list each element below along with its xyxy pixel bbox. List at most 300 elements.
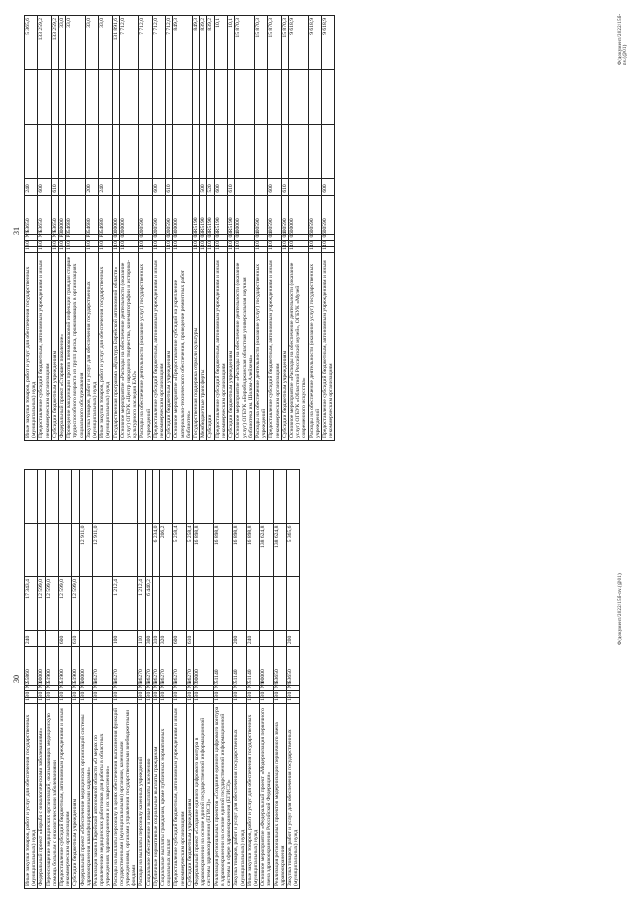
row-target-article: 53650 xyxy=(51,195,58,235)
row-section: 13 xyxy=(160,697,173,703)
row-amount: 9 618,9 xyxy=(308,16,321,70)
row-amount xyxy=(166,70,173,124)
row-amount: 1 212,4 xyxy=(112,577,138,631)
row-amount xyxy=(139,124,152,178)
row-amount xyxy=(72,470,79,524)
row-amount xyxy=(173,124,193,178)
row-name: Расходы на обеспечение деятельности (оказание услуг) государственных учреждений xyxy=(254,253,267,441)
row-name: Субсидии бюджетным учреждениям xyxy=(228,253,235,441)
row-section: 14 xyxy=(235,246,255,252)
table-row xyxy=(214,16,227,441)
row-name: Основное мероприятие «Расходы на обеспечение деятельности (оказание услуг) ОГБУК «Областной Российский музей», ОГБУК «Музей современного искусства» xyxy=(288,253,308,441)
row-target-article: 86270 xyxy=(186,647,193,686)
row-subsection: 0 xyxy=(25,240,38,246)
row-expense-type: 610 xyxy=(166,178,173,195)
row-name: Закупка товаров, работ и услуг для обеспечения государственных (муниципальных) нужд xyxy=(286,703,299,888)
row-section: 14 xyxy=(288,246,308,252)
row-amount xyxy=(79,577,92,631)
row-program: N5 xyxy=(145,686,152,691)
row-program: N9 xyxy=(286,686,299,691)
table-row xyxy=(288,16,308,441)
row-section: 13 xyxy=(173,697,186,703)
row-program: P3 xyxy=(85,235,98,240)
row-amount xyxy=(273,470,286,524)
row-amount: 10,1 xyxy=(228,16,235,70)
row-subsection: 0 xyxy=(308,240,321,246)
table-row xyxy=(152,16,165,441)
row-amount xyxy=(59,523,72,577)
table-row xyxy=(321,16,334,441)
row-section: 13 xyxy=(79,697,92,703)
row-target-article: 53650 xyxy=(286,647,299,686)
row-subsection: 0 xyxy=(173,691,186,697)
row-target-article: 54680 xyxy=(99,195,112,235)
row-section: 13 xyxy=(233,697,246,703)
row-section: 14 xyxy=(228,246,235,252)
row-amount xyxy=(288,124,308,178)
row-target-article: 86270 xyxy=(160,647,173,686)
row-section: 13 xyxy=(194,697,214,703)
table-row xyxy=(152,470,159,889)
row-section: 13 xyxy=(51,246,58,252)
row-name: Субсидии бюджетным учреждениям xyxy=(186,703,193,888)
row-subsection: 0 xyxy=(38,691,45,697)
row-subsection: 0 xyxy=(138,691,145,697)
row-amount: 16 898,8 xyxy=(194,523,214,577)
row-amount xyxy=(254,70,267,124)
row-expense-type: 240 xyxy=(25,178,38,195)
row-target-article: 00000 xyxy=(119,195,139,235)
row-amount xyxy=(66,124,86,178)
row-target-article: 86270 xyxy=(173,647,186,686)
row-amount xyxy=(152,577,159,631)
table-row xyxy=(173,16,193,441)
row-program: 02 xyxy=(139,235,152,240)
row-target-article: 55860 xyxy=(25,647,38,686)
row-amount: 133 259,2 xyxy=(51,16,58,70)
row-amount: 9 618,9 xyxy=(321,16,334,70)
row-target-article: 00590 xyxy=(254,195,267,235)
row-amount xyxy=(38,523,45,577)
row-amount xyxy=(112,124,119,178)
row-section: 13 xyxy=(246,697,259,703)
row-expense-type xyxy=(139,178,152,195)
row-subsection: 0 xyxy=(233,691,246,697)
row-subsection: 0 xyxy=(72,691,79,697)
row-amount xyxy=(173,577,186,631)
row-program: N3 xyxy=(45,686,58,691)
row-subsection: 0 xyxy=(119,240,139,246)
row-subsection: 0 xyxy=(112,240,119,246)
row-amount: 17 343,4 xyxy=(25,577,38,631)
row-section: 13 xyxy=(93,697,113,703)
row-subsection: 0 xyxy=(45,691,58,697)
row-section: 13 xyxy=(99,246,112,252)
table-row xyxy=(213,470,233,889)
row-name: Предоставление субсидий бюджетным, автономным учреждениям и иным некоммерческим организациям xyxy=(38,253,51,441)
row-program: 03 xyxy=(193,235,200,240)
row-section: 14 xyxy=(166,246,173,252)
row-target-article: 51140 xyxy=(213,647,233,686)
table-row xyxy=(200,16,207,441)
row-subsection: 0 xyxy=(25,691,38,697)
row-target-article: 51900 xyxy=(72,647,79,686)
row-name: Межбюджетные трансферты xyxy=(200,253,207,441)
row-name: Проведение вакцинации против пневмококковой инфекции граждан старше трудоспособного возраста из групп риска, проживающих в организациях социального обслуживания xyxy=(66,253,86,441)
row-expense-type xyxy=(119,178,139,195)
row-amount xyxy=(233,577,246,631)
table-row xyxy=(59,470,72,889)
row-target-article: 00000 xyxy=(194,647,214,686)
row-subsection: 0 xyxy=(93,691,113,697)
table-row xyxy=(93,470,113,889)
row-amount: 7 712,0 xyxy=(119,16,139,70)
row-subsection: 0 xyxy=(152,691,159,697)
row-target-article: 86270 xyxy=(93,647,113,686)
row-section: 14 xyxy=(281,246,288,252)
row-program: P3 xyxy=(59,235,66,240)
row-program: 02 xyxy=(166,235,173,240)
row-amount: 131 891,6 xyxy=(112,16,119,70)
row-amount xyxy=(281,124,288,178)
row-section: 14 xyxy=(254,246,267,252)
row-amount: 15 870,3 xyxy=(281,16,288,70)
row-name: Публичные нормативные социальные выплаты гражданам xyxy=(152,703,159,888)
table-row xyxy=(139,16,152,441)
row-subsection: 0 xyxy=(286,691,299,697)
row-subsection: 0 xyxy=(288,240,308,246)
row-section: 13 xyxy=(145,697,152,703)
row-amount xyxy=(228,70,235,124)
row-program: 02 xyxy=(119,235,139,240)
row-expense-type xyxy=(308,178,321,195)
row-amount: 7 712,0 xyxy=(166,16,173,70)
row-section: 13 xyxy=(38,246,51,252)
row-amount xyxy=(85,70,98,124)
row-amount xyxy=(160,470,173,524)
table-row xyxy=(273,470,286,889)
row-name: Социальные выплаты гражданам, кроме публичных нормативных социальных выплат xyxy=(160,703,173,888)
row-amount xyxy=(59,124,66,178)
row-section: 13 xyxy=(38,697,45,703)
row-program: 02 xyxy=(152,235,165,240)
row-section: 13 xyxy=(66,246,86,252)
row-name: Предоставление субсидий бюджетным, автономным учреждениям и иным некоммерческим организациям xyxy=(268,253,281,441)
row-amount xyxy=(260,577,273,631)
row-target-article: 53650 xyxy=(25,195,38,235)
row-amount: 5 258,4 xyxy=(173,523,186,577)
row-program: 06 xyxy=(321,235,334,240)
row-amount: 6 440,2 xyxy=(145,577,152,631)
table-row xyxy=(228,16,235,441)
row-section: 13 xyxy=(286,697,299,703)
row-name: Расходы на обеспечение деятельности (оказание услуг) государственных учреждений xyxy=(139,253,152,441)
row-program: N9 xyxy=(25,235,38,240)
table-row xyxy=(119,16,139,441)
table-row xyxy=(166,16,173,441)
row-amount: 16 898,8 xyxy=(213,523,233,577)
row-section: 14 xyxy=(214,246,227,252)
row-section: 13 xyxy=(138,697,145,703)
row-name: Основное мероприятие «Федеральный проект «Модернизация первичного звена здравоохранения Российской Федерации» xyxy=(260,703,273,888)
table-row xyxy=(308,16,321,441)
row-expense-type xyxy=(193,178,200,195)
row-name: Иные закупки товаров, работ и услуг для обеспечения государственных (муниципальных) нужд xyxy=(246,703,259,888)
table-row xyxy=(138,470,145,889)
row-amount xyxy=(59,70,66,124)
row-expense-type xyxy=(59,178,66,195)
row-subsection: 0 xyxy=(99,240,112,246)
row-amount xyxy=(119,124,139,178)
table-row xyxy=(38,470,45,889)
row-subsection: 0 xyxy=(51,240,58,246)
row-amount: 33,0 xyxy=(99,16,112,70)
row-expense-type: 500 xyxy=(200,178,207,195)
row-expense-type: 200 xyxy=(233,630,246,646)
row-target-article: 00000 xyxy=(38,647,45,686)
row-target-article: R5190 xyxy=(214,195,227,235)
row-amount: 6 234,0 xyxy=(152,523,159,577)
row-subsection: 0 xyxy=(228,240,235,246)
row-target-article: 00000 xyxy=(59,195,66,235)
table-row xyxy=(260,470,273,889)
row-amount: 33,0 xyxy=(66,16,86,70)
row-subsection: 0 xyxy=(246,691,259,697)
row-expense-type: 240 xyxy=(246,630,259,646)
row-amount xyxy=(45,470,58,524)
row-name: Расходы на обеспечение деятельности (оказание услуг) государственных учреждений xyxy=(308,253,321,441)
row-amount xyxy=(38,70,51,124)
row-section: 14 xyxy=(321,246,334,252)
row-amount xyxy=(235,124,255,178)
row-amount xyxy=(112,470,138,524)
page-number: 30 xyxy=(12,675,21,683)
table-row xyxy=(66,16,86,441)
table-row xyxy=(194,470,214,889)
row-subsection: 0 xyxy=(38,240,51,246)
row-target-article: 53650 xyxy=(273,647,286,686)
row-amount xyxy=(308,124,321,178)
row-amount xyxy=(186,577,193,631)
row-subsection: 0 xyxy=(193,240,200,246)
row-expense-type: 320 xyxy=(160,630,173,646)
row-section: 13 xyxy=(273,697,286,703)
row-amount xyxy=(72,523,79,577)
row-expense-type xyxy=(235,178,255,195)
row-amount xyxy=(207,124,214,178)
table-row xyxy=(45,470,58,889)
row-amount xyxy=(25,124,38,178)
row-program: N9 xyxy=(273,686,286,691)
row-section: 14 xyxy=(139,246,152,252)
row-section: 14 xyxy=(268,246,281,252)
row-target-article: 00590 xyxy=(268,195,281,235)
row-amount xyxy=(281,70,288,124)
row-expense-type: 110 xyxy=(138,630,145,646)
row-amount xyxy=(173,470,186,524)
table-row xyxy=(79,470,92,889)
row-amount xyxy=(51,124,58,178)
row-amount xyxy=(93,470,113,524)
row-amount xyxy=(138,523,145,577)
row-program: 04 xyxy=(254,235,267,240)
row-amount: 849,3 xyxy=(193,16,200,70)
row-section: 14 xyxy=(119,246,139,252)
table-row xyxy=(99,16,112,441)
table-row xyxy=(186,470,193,889)
row-amount: 7 712,0 xyxy=(152,16,165,70)
row-section: 13 xyxy=(25,697,38,703)
row-target-article: 00000 xyxy=(288,195,308,235)
row-section: 14 xyxy=(308,246,321,252)
row-section: 14 xyxy=(173,246,193,252)
table-row xyxy=(145,470,152,889)
row-name: Закупка товаров, работ и услуг для обеспечения государственных (муниципальных) нужд xyxy=(233,703,246,888)
table-row xyxy=(85,16,98,441)
row-program: 03 xyxy=(200,235,207,240)
row-section: 13 xyxy=(59,697,72,703)
row-name: Закупка товаров, работ и услуг для обеспечения государственных (муниципальных) нужд xyxy=(85,253,98,441)
table-row xyxy=(281,16,288,441)
row-expense-type xyxy=(194,630,214,646)
row-amount xyxy=(214,70,227,124)
row-program: 06 xyxy=(288,235,308,240)
row-name: Государственная программа «Культура Еврейской автономной области» xyxy=(112,253,119,441)
row-amount xyxy=(99,124,112,178)
row-subsection: 0 xyxy=(152,240,165,246)
table-row xyxy=(160,470,173,889)
row-name: Субсидии бюджетным учреждениям xyxy=(281,253,288,441)
table-row xyxy=(72,470,79,889)
row-amount xyxy=(268,70,281,124)
row-name: Федеральный проект «Борьба с онкологическими заболеваниями» xyxy=(38,703,45,888)
row-amount xyxy=(160,577,173,631)
row-expense-type: 600 xyxy=(59,630,72,646)
row-target-article: 51900 xyxy=(45,647,58,686)
row-subsection: 0 xyxy=(59,691,72,697)
row-amount: 206,2 xyxy=(160,523,173,577)
row-subsection: 0 xyxy=(112,691,138,697)
row-amount: 12 599,0 xyxy=(38,577,45,631)
row-expense-type: 600 xyxy=(214,178,227,195)
row-section: 13 xyxy=(186,697,193,703)
row-name: Предоставление субсидий бюджетным, автономным учреждениям и иным некоммерческим организациям xyxy=(173,703,186,888)
row-subsection: 0 xyxy=(235,240,255,246)
row-program: 00 xyxy=(112,235,119,240)
row-name: Предоставление субсидий бюджетным, автономным учреждениям и иным некоммерческим организациям xyxy=(321,253,334,441)
row-section: 13 xyxy=(25,246,38,252)
row-amount xyxy=(25,70,38,124)
row-program: N5 xyxy=(138,686,145,691)
row-name: Реализация региональных проектов «Создание единого цифрового контура в здравоохранении на основе единой государственной информационной системы в сфере здравоохранения (ЕГИСЗ)» xyxy=(213,703,233,888)
row-amount xyxy=(308,70,321,124)
row-amount: 839,2 xyxy=(207,16,214,70)
row-amount xyxy=(254,124,267,178)
row-target-article: 00000 xyxy=(79,647,92,686)
row-amount xyxy=(194,577,214,631)
row-expense-type: 310 xyxy=(152,630,159,646)
row-amount xyxy=(145,470,152,524)
row-name: Субсидии бюджетным учреждениям xyxy=(51,253,58,441)
row-amount: 1 212,4 xyxy=(138,577,145,631)
row-program: N7 xyxy=(213,686,233,691)
row-name: Основное мероприятие «Расходы на обеспечение деятельности (оказание услуг) ОГБУК «Центр народного творчества, кинематографии и историко-культурного наследия ЕАО» xyxy=(119,253,139,441)
row-target-article: 00000 xyxy=(235,195,255,235)
row-amount: 138 624,8 xyxy=(260,523,273,577)
row-program: N7 xyxy=(194,686,214,691)
row-section: 13 xyxy=(112,697,138,703)
row-amount xyxy=(321,124,334,178)
row-target-article: 00590 xyxy=(139,195,152,235)
row-subsection: 0 xyxy=(160,691,173,697)
row-expense-type: 600 xyxy=(173,630,186,646)
row-subsection: 0 xyxy=(166,240,173,246)
row-amount xyxy=(193,70,200,124)
row-program: N2 xyxy=(25,686,38,691)
table-row xyxy=(51,16,58,441)
row-target-article: 51140 xyxy=(246,647,259,686)
row-name: Реализация закона Еврейской автономной области «О мерах по привлечению медицинских работников для работы в областных учреждениях здравоохранения и их закреплению» xyxy=(93,703,113,888)
table-row xyxy=(38,16,51,441)
row-program: 03 xyxy=(207,235,214,240)
row-amount: 133 259,2 xyxy=(38,16,51,70)
row-amount: 5 365,6 xyxy=(286,523,299,577)
row-amount: 5 365,6 xyxy=(25,16,38,70)
row-expense-type: 600 xyxy=(268,178,281,195)
row-expense-type xyxy=(213,630,233,646)
row-target-article: 86270 xyxy=(145,647,152,686)
row-target-article: R5190 xyxy=(207,195,214,235)
row-subsection: 0 xyxy=(139,240,152,246)
row-program: 03 xyxy=(173,235,193,240)
row-amount xyxy=(85,124,98,178)
row-name: Предоставление субсидий бюджетным, автономным учреждениям и иным некоммерческим организациям xyxy=(214,253,227,441)
row-name: Предоставление субсидий бюджетным, автономным учреждениям и иным некоммерческим организациям xyxy=(59,703,72,888)
row-section: 13 xyxy=(45,697,58,703)
row-target-article: 00000 xyxy=(112,195,119,235)
row-subsection: 0 xyxy=(207,240,214,246)
row-name: Основное мероприятие «Предоставление субсидий на укрепление материально-технического обеспечения, проведение ремонтных работ библиотек» xyxy=(173,253,193,441)
row-name: Расходы на выплаты персоналу в целях обеспечения выполнения функций государственными (муниципальными) органами, казенными учреждениями, органами управления государственными внебюджетными фондами xyxy=(112,703,138,888)
row-amount xyxy=(152,470,159,524)
row-target-article: 86270 xyxy=(112,647,138,686)
row-target-article: 00590 xyxy=(152,195,165,235)
row-amount xyxy=(145,523,152,577)
table-row xyxy=(286,470,299,889)
row-subsection: 0 xyxy=(173,240,193,246)
table-row xyxy=(233,470,246,889)
row-target-article: 00590 xyxy=(281,195,288,235)
row-amount xyxy=(288,70,308,124)
row-expense-type xyxy=(112,178,119,195)
row-expense-type: 610 xyxy=(72,630,79,646)
row-amount xyxy=(273,577,286,631)
row-amount xyxy=(260,470,273,524)
row-target-article: R5190 xyxy=(193,195,200,235)
row-amount: 12 599,0 xyxy=(45,577,58,631)
row-name: Субсидии бюджетным учреждениям xyxy=(72,703,79,888)
row-amount xyxy=(112,523,138,577)
row-amount: 138 624,8 xyxy=(273,523,286,577)
document-footer: Ф/документ/2022/15б-nv.(@01) xyxy=(618,13,628,65)
row-amount: 33,0 xyxy=(59,16,66,70)
row-name: Переоснащение медицинских организаций, оказывающих медицинскую помощь больным с онкологическими заболеваниями xyxy=(45,703,58,888)
row-name: Иные закупки товаров, работ и услуг для обеспечения государственных (муниципальных) нужд xyxy=(25,253,38,441)
row-program: N3 xyxy=(72,686,79,691)
row-program: N5 xyxy=(173,686,186,691)
row-amount xyxy=(286,577,299,631)
row-amount xyxy=(25,523,38,577)
